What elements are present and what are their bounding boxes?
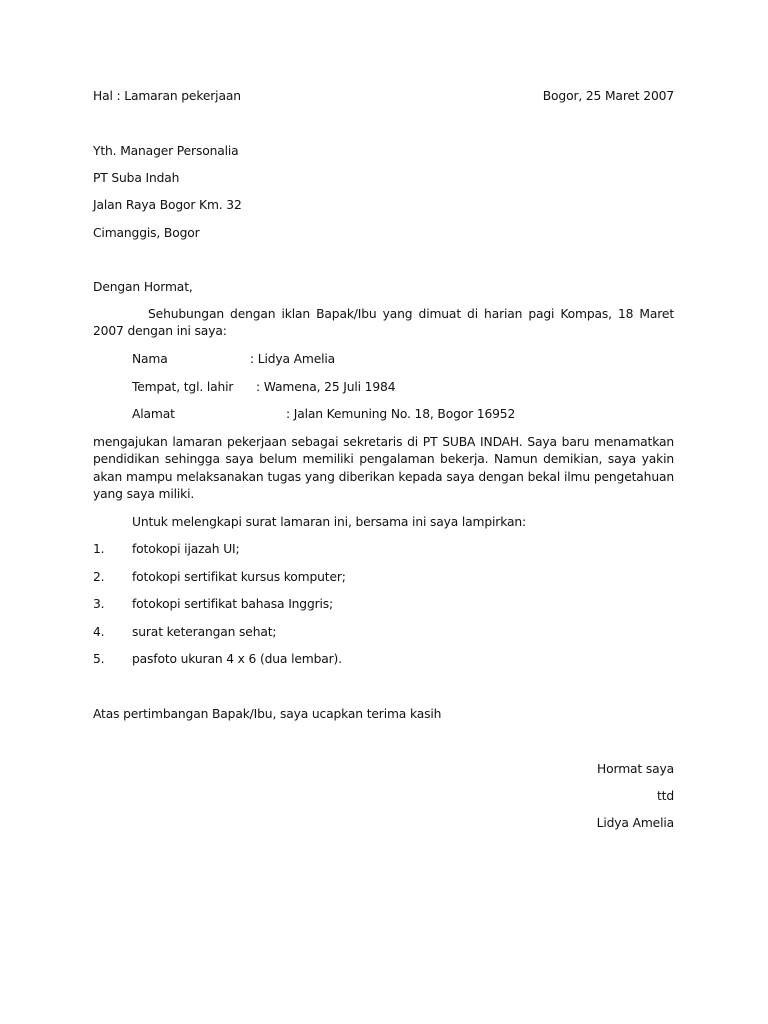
list-item-number: 4. (93, 625, 105, 639)
recipient-street: Jalan Raya Bogor Km. 32 (93, 198, 242, 212)
applicant-name-value: : Lidya Amelia (250, 352, 336, 366)
list-item: fotokopi sertifikat bahasa Inggris; (132, 597, 334, 611)
applicant-address-value: : Jalan Kemuning No. 18, Bogor 16952 (286, 407, 516, 421)
list-item: surat keterangan sehat; (132, 625, 277, 639)
recipient-company: PT Suba Indah (93, 171, 180, 185)
list-item: pasfoto ukuran 4 x 6 (dua lembar). (132, 652, 342, 666)
list-item-number: 1. (93, 542, 105, 556)
applicant-name-label: Nama (132, 352, 168, 366)
recipient-city: Cimanggis, Bogor (93, 226, 200, 240)
list-item-number: 2. (93, 570, 105, 584)
signature-ttd: ttd (657, 789, 674, 803)
list-item: fotokopi sertifikat kursus komputer; (132, 570, 346, 584)
salutation: Dengan Hormat, (93, 280, 193, 294)
list-item-number: 3. (93, 597, 105, 611)
signature-name: Lidya Amelia (596, 816, 674, 830)
closing-sentence: Atas pertimbangan Bapak/Ibu, saya ucapkan terima kasih (93, 707, 442, 721)
letter-place-date: Bogor, 25 Maret 2007 (542, 89, 674, 103)
applicant-address-label: Alamat (132, 407, 175, 421)
letter-subject: Hal : Lamaran pekerjaan (93, 89, 241, 103)
list-item: fotokopi ijazah UI; (132, 542, 240, 556)
list-item-number: 5. (93, 652, 105, 666)
intro-paragraph: Sehubungan dengan iklan Bapak/Ibu yang dimuat di harian pagi Kompas, 18 Maret 2007 dengan ini saya: (93, 307, 674, 339)
signature-regards: Hormat saya (597, 762, 674, 776)
recipient-title: Yth. Manager Personalia (93, 144, 239, 158)
attachments-intro: Untuk melengkapi surat lamaran ini, bersama ini saya lampirkan: (132, 515, 526, 529)
applicant-birth-label: Tempat, tgl. lahir (132, 380, 234, 394)
body-paragraph: mengajukan lamaran pekerjaan sebagai sekretaris di PT SUBA INDAH. Saya baru menamatkan pendidikan sehingga saya belum memiliki pengalaman bekerja. Namun demikian, saya yakin akan mampu melaksanakan tugas yang diberikan kepada saya dengan bekal ilmu pengetahuan yang saya miliki. (93, 435, 674, 501)
applicant-birth-value: : Wamena, 25 Juli 1984 (256, 380, 396, 394)
